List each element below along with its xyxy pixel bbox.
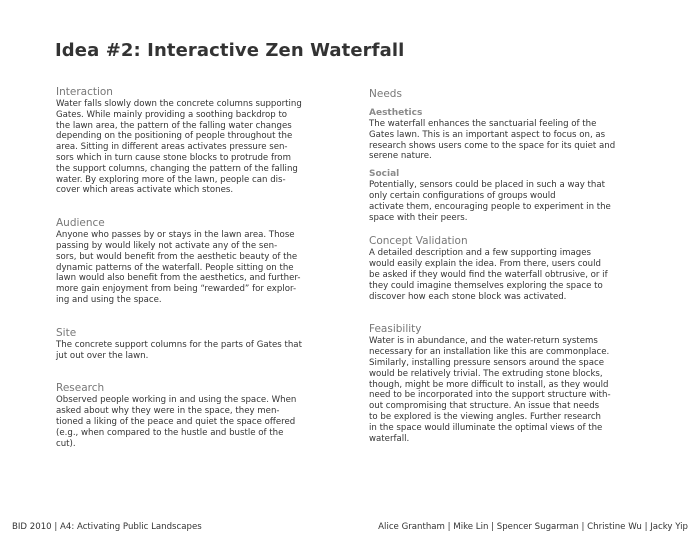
aesthetics-subheading: Aesthetics	[369, 108, 423, 118]
text-line: the lawn area, the pattern of the falling water changes	[56, 120, 292, 131]
text-line: Gates. While mainly providing a soothing backdrop to	[56, 109, 288, 120]
audience-heading: Audience	[56, 217, 105, 230]
text-line: discover how each stone block was activated.	[369, 291, 567, 302]
text-line: only certain configurations of groups would	[369, 190, 556, 201]
research-section	[56, 382, 318, 449]
concept-validation-text	[369, 248, 637, 302]
text-line: water. By exploring more of the lawn, people can dis-	[56, 174, 286, 185]
text-line: A detailed description and a few supporting images	[369, 248, 591, 259]
text-line: dynamic patterns of the waterfall. People sitting on the	[56, 262, 294, 273]
text-line: Water falls slowly down the concrete columns supporting	[56, 99, 302, 109]
text-line: would easily explain the idea. From there, users could	[369, 259, 601, 270]
aesthetics-text	[369, 119, 637, 162]
social-text	[369, 180, 637, 223]
text-line: Anyone who passes by or stays in the lawn area. Those	[56, 230, 295, 241]
text-line: Potentially, sensors could be placed in such a way that	[369, 180, 606, 191]
text-line: ing and using the space.	[56, 294, 162, 305]
text-line: Similarly, installing pressure sensors around the space	[369, 357, 605, 368]
site-heading: Site	[56, 326, 77, 339]
text-line: asked about why they were in the space, they men-	[56, 406, 280, 417]
page-title: Idea #2: Interactive Zen Waterfall	[55, 40, 405, 61]
text-line: jut out over the lawn.	[56, 350, 149, 361]
text-line: would be relatively trivial. The extruding stone blocks,	[369, 368, 603, 379]
interaction-text	[56, 99, 318, 196]
text-line: need to be incorporated into the support structure with-	[369, 390, 611, 401]
text-line: to be explored is the viewing angles. Further research	[369, 411, 601, 422]
left-column	[56, 86, 318, 449]
audience-text	[56, 230, 318, 306]
text-line: area. Sitting in different areas activates pressure sen-	[56, 142, 288, 153]
text-line: out compromising that structure. An issue that needs	[369, 401, 600, 412]
site-text	[56, 340, 318, 362]
needs-section	[369, 88, 637, 223]
site-section	[56, 327, 318, 362]
text-line: space with their peers.	[369, 212, 468, 223]
text-line: in the space would illuminate the optimal views of the	[369, 422, 603, 433]
text-line: they could imagine themselves exploring the space to	[369, 280, 603, 291]
text-line: serene nature.	[369, 151, 432, 162]
text-line: cut).	[56, 438, 76, 449]
footer-authors: Alice Grantham | Mike Lin | Spencer Sugarman | Christine Wu | Jacky Yip	[378, 522, 688, 532]
text-line: The concrete support columns for the parts of Gates that	[56, 339, 302, 350]
research-heading: Research	[56, 382, 105, 395]
text-line: Observed people working in and using the space. When	[56, 395, 297, 406]
text-line: Water is in abundance, and the water-return systems	[369, 336, 598, 347]
feasibility-section	[369, 323, 637, 444]
text-line: lawn would also benefit from the aesthetics, and further-	[56, 273, 301, 284]
text-line: research shows users come to the space for its quiet and	[369, 140, 616, 151]
text-line: tioned a liking of the peace and quiet the space offered	[56, 416, 296, 427]
text-line: the support columns, changing the pattern of the falling	[56, 163, 298, 174]
research-text	[56, 395, 318, 449]
text-line: cover which areas activate which stones.	[56, 185, 234, 196]
text-line: The waterfall enhances the sanctuarial feeling of the	[369, 119, 597, 129]
audience-section	[56, 217, 318, 306]
text-line: depending on the positioning of people throughout the	[56, 131, 293, 142]
text-line: be asked if they would find the waterfall obtrusive, or if	[369, 269, 608, 280]
interaction-heading: Interaction	[56, 86, 113, 98]
needs-heading: Needs	[369, 88, 402, 100]
text-line: (e.g., when compared to the hustle and bustle of the	[56, 427, 284, 438]
right-column	[369, 88, 637, 444]
concept-validation-section	[369, 235, 637, 302]
text-line: passing by would likely not activate any of the sen-	[56, 240, 278, 251]
text-line: Gates lawn. This is an important aspect to focus on, as	[369, 129, 606, 140]
feasibility-heading: Feasibility	[369, 323, 422, 336]
footer-course: BID 2010 | A4: Activating Public Landscapes	[12, 522, 202, 532]
interaction-section	[56, 86, 318, 196]
text-line: waterfall.	[369, 433, 410, 444]
social-subheading: Social	[369, 169, 400, 180]
text-line: sors which in turn cause stone blocks to protrude from	[56, 152, 291, 163]
text-line: activate them, encouraging people to experiment in the	[369, 201, 611, 212]
text-line: though, might be more difficult to install, as they would	[369, 379, 609, 390]
feasibility-text	[369, 336, 637, 444]
concept-validation-heading: Concept Validation	[369, 235, 468, 248]
text-line: sors, but would benefit from the aesthetic beauty of the	[56, 251, 298, 262]
text-line: more gain enjoyment from being “rewarded” for explor-	[56, 284, 297, 295]
text-line: necessary for an installation like this are commonplace.	[369, 347, 610, 358]
